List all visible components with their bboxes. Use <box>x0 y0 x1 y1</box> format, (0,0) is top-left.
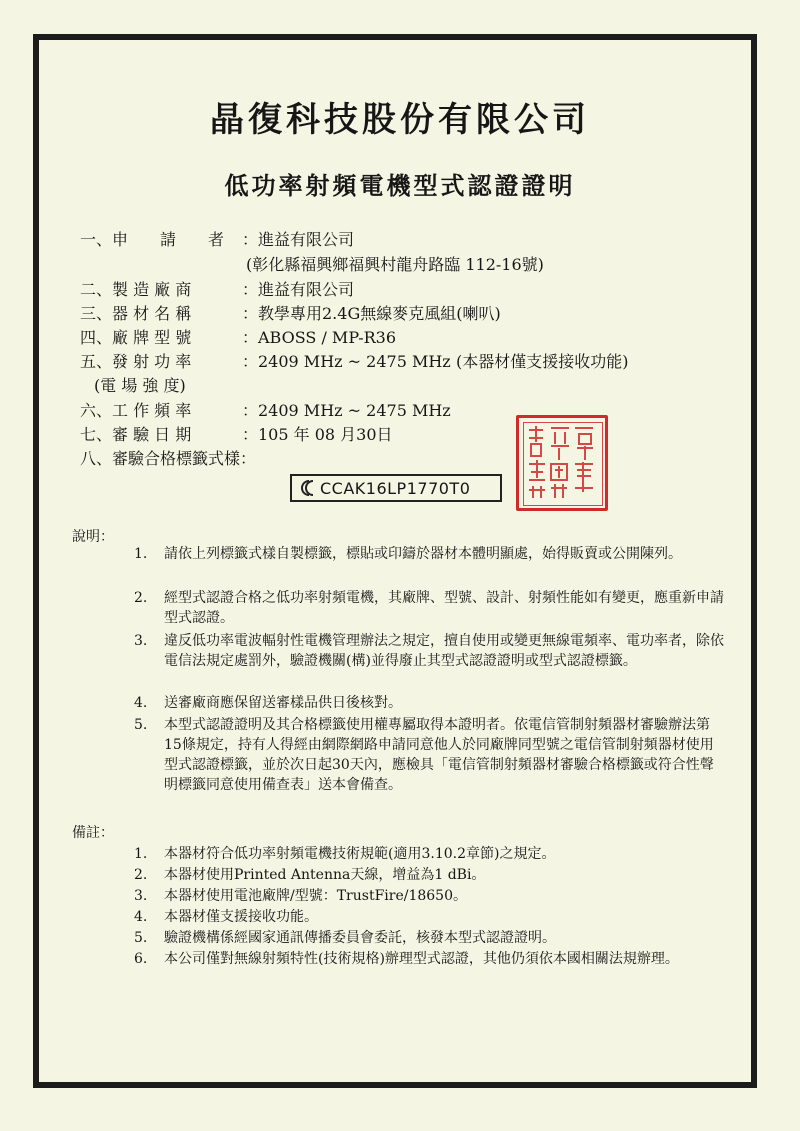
applicant-address: (彰化縣福興鄉福興村龍舟路臨 112-16號) <box>246 255 544 274</box>
label-sample-label: 八、審驗合格標籤式樣： <box>80 449 257 468</box>
item-text: 違反低功率電波輻射性電機管理辦法之規定，擅自使用或變更無線電頻率、電功率者，除依電信法規定處罰外，驗證機關(構)並得廢止其型式認證證明或型式認證標籤。 <box>164 633 724 669</box>
applicant-value: 進益有限公司 <box>258 230 355 249</box>
company-seal <box>516 415 608 511</box>
company-name: 晶復科技股份有限公司 <box>210 100 590 140</box>
item-number: 5. <box>134 717 148 733</box>
item-text: 本器材使用Printed Antenna天線，增益為1 dBi。 <box>164 867 486 883</box>
item-number: 1. <box>134 846 148 862</box>
seal-stamp-icon <box>519 418 605 508</box>
equipment-label: 三、器 材 名 稱 <box>80 304 192 323</box>
item-number: 3. <box>134 633 148 649</box>
frequency-label: 六、工 作 頻 率 <box>80 401 192 420</box>
item-number: 3. <box>134 888 148 904</box>
document-title: 低功率射頻電機型式認證證明 <box>224 171 576 200</box>
item-text: 本器材僅支援接收功能。 <box>164 909 318 925</box>
list-item <box>134 544 734 584</box>
applicant-label-part3: 者 <box>208 230 225 249</box>
item-number: 6. <box>134 951 148 967</box>
colon: ： <box>242 328 259 347</box>
colon: ： <box>242 230 259 249</box>
power-label-field-strength: (電 場 強 度) <box>94 376 186 395</box>
colon: ： <box>242 304 259 323</box>
list-item <box>134 715 734 795</box>
date-value: 105 年 08 月30日 <box>258 425 393 444</box>
date-label: 七、審 驗 日 期 <box>80 425 192 444</box>
applicant-label-part2: 請 <box>160 230 177 249</box>
item-text: 驗證機構係經國家通訊傳播委員會委託，核發本型式認證證明。 <box>164 930 556 946</box>
cc-logo-icon <box>300 479 322 497</box>
notes-heading: 說明： <box>72 529 114 545</box>
item-number: 2. <box>134 867 148 883</box>
item-number: 1. <box>134 546 148 562</box>
colon: ： <box>242 280 259 299</box>
power-value: 2409 MHz ~ 2475 MHz <box>258 352 451 371</box>
certification-label-box <box>290 474 502 502</box>
power-label: 五、發 射 功 率 <box>80 352 192 371</box>
item-text: 請依上列標籤式樣自製標籤，標貼或印鑄於器材本體明顯處，始得販賣或公開陳列。 <box>164 546 682 562</box>
list-item <box>134 588 734 628</box>
certification-code: CCAK16LP1770T0 <box>320 479 471 498</box>
item-text: 本型式認證證明及其合格標籤使用權專屬取得本證明者。依電信管制射頻器材審驗辦法第15條規定，持有人得經由網際網路申請同意他人於同廠牌同型號之電信管制射頻器材使用型式認證標籤，並於次日起30天內，應檢具「電信管制射頻器材審驗合格標籤或符合性聲明標籤同意使用備查表」送本會備查。 <box>164 717 714 793</box>
manufacturer-label: 二、製 造 廠 商 <box>80 280 192 299</box>
applicant-label-part1: 一、申 <box>80 230 129 249</box>
list-item <box>134 949 734 989</box>
manufacturer-value: 進益有限公司 <box>258 280 355 299</box>
equipment-value: 教學專用2.4G無線麥克風組(喇叭) <box>258 304 501 323</box>
item-text: 本公司僅對無線射頻特性(技術規格)辦理型式認證，其他仍須依本國相關法規辦理。 <box>164 951 679 967</box>
item-text: 經型式認證合格之低功率射頻電機，其廠牌、型號、設計、射頻性能如有變更，應重新申請型式認證。 <box>164 590 724 626</box>
item-number: 4. <box>134 695 148 711</box>
list-item <box>134 693 734 713</box>
item-text: 本器材使用電池廠牌/型號：TrustFire/18650。 <box>164 888 467 904</box>
power-note: (本器材僅支援接收功能) <box>456 352 629 371</box>
colon: ： <box>242 401 259 420</box>
colon: ： <box>242 352 259 371</box>
item-text: 本器材符合低功率射頻電機技術規範(適用3.10.2章節)之規定。 <box>164 846 556 862</box>
item-number: 4. <box>134 909 148 925</box>
list-item <box>134 631 734 691</box>
frequency-value: 2409 MHz ~ 2475 MHz <box>258 401 451 420</box>
item-text: 送審廠商應保留送審樣品供日後核對。 <box>164 695 402 711</box>
brand-value: ABOSS / MP-R36 <box>258 328 397 347</box>
item-number: 5. <box>134 930 148 946</box>
colon: ： <box>242 425 259 444</box>
item-number: 2. <box>134 590 148 606</box>
brand-label: 四、廠 牌 型 號 <box>80 328 192 347</box>
remarks-heading: 備註： <box>72 825 114 841</box>
